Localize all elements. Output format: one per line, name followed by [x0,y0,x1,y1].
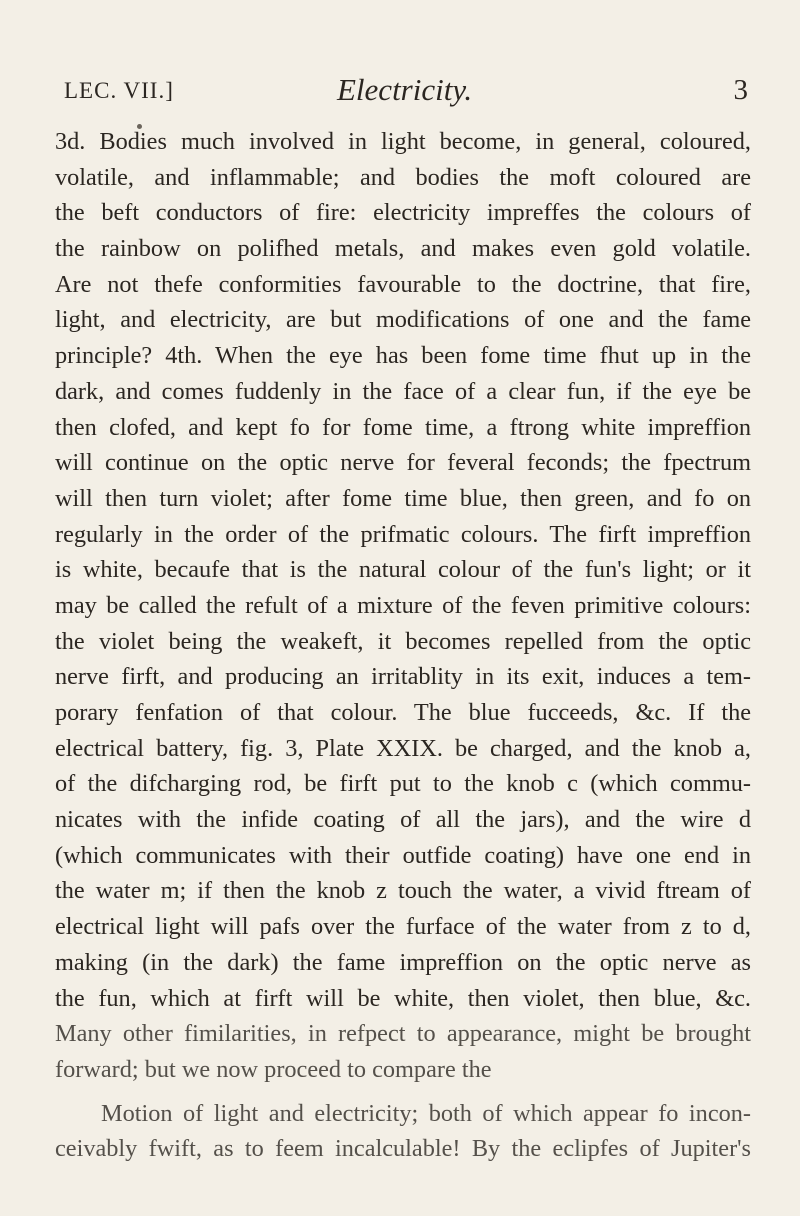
text-line: the rainbow on polifhed metals, and makes even gold volatile. [55,235,751,263]
paragraph-gap [55,1088,751,1096]
text-line: volatile, and inflammable; and bodies the moft coloured are [55,163,751,191]
text-line: the water m; if then the knob z touch the water, a vivid ftream of [55,877,751,905]
text-line: electrical light will pafs over the furface of the water from z to d, [55,913,751,941]
text-line: will then turn violet; after fome time blue, then green, and fo on [55,484,751,512]
page-number: 3 [733,74,748,106]
text-line: Motion of light and electricity; both of which appear fo incon- [101,1099,751,1127]
text-line: making (in the dark) the fame impreffion on the optic nerve as [55,948,751,976]
text-line: ceivably fwift, as to feem incalculable! By the eclipfes of Jupiter's [55,1135,751,1163]
text-line: forward; but we now proceed to compare the [55,1055,492,1083]
text-line: regularly in the order of the prifmatic colours. The firft impreffion [55,520,751,548]
running-header [64,72,754,112]
text-line: nerve firft, and producing an irritablity in its exit, induces a tem- [55,663,751,691]
text-line: the fun, which at firft will be white, then violet, then blue, &c. [55,984,751,1012]
text-line: the violet being the weakeft, it becomes repelled from the optic [55,627,751,655]
body-text [55,124,751,1167]
text-line: electrical battery, fig. 3, Plate XXIX. be charged, and the knob a, [55,734,751,762]
text-line: Are not thefe conformities favourable to the doctrine, that fire, [55,270,751,298]
text-line: Many other fimilarities, in refpect to appearance, might be brought [55,1020,751,1048]
text-line: is white, becaufe that is the natural colour of the fun's light; or it [55,556,751,584]
text-line: principle? 4th. When the eye has been fome time fhut up in the [55,342,751,370]
text-line: will continue on the optic nerve for feveral feconds; the fpectrum [55,449,751,477]
text-line: then clofed, and kept fo for fome time, a ftrong white impreffion [55,413,751,441]
text-line: porary fenfation of that colour. The blue fucceeds, &c. If the [55,699,751,726]
text-line: may be called the refult of a mixture of the feven primitive colours: [55,591,751,619]
running-title: Electricity. [337,72,473,107]
text-line: light, and electricity, are but modifications of one and the fame [55,306,751,334]
text-line: (which communicates with their outfide coating) have one end in [55,841,751,869]
text-line: the beft conductors of fire: electricity impreffes the colours of [55,199,751,227]
text-line: of the difcharging rod, be firft put to the knob c (which commu- [55,770,751,798]
text-line: dark, and comes fuddenly in the face of a clear fun, if the eye be [55,377,751,405]
text-line: 3d. Bodies much involved in light become, in general, coloured, [55,128,751,155]
lecture-number: LEC. VII.] [64,78,174,103]
text-line: nicates with the infide coating of all the jars), and the wire d [55,806,751,834]
